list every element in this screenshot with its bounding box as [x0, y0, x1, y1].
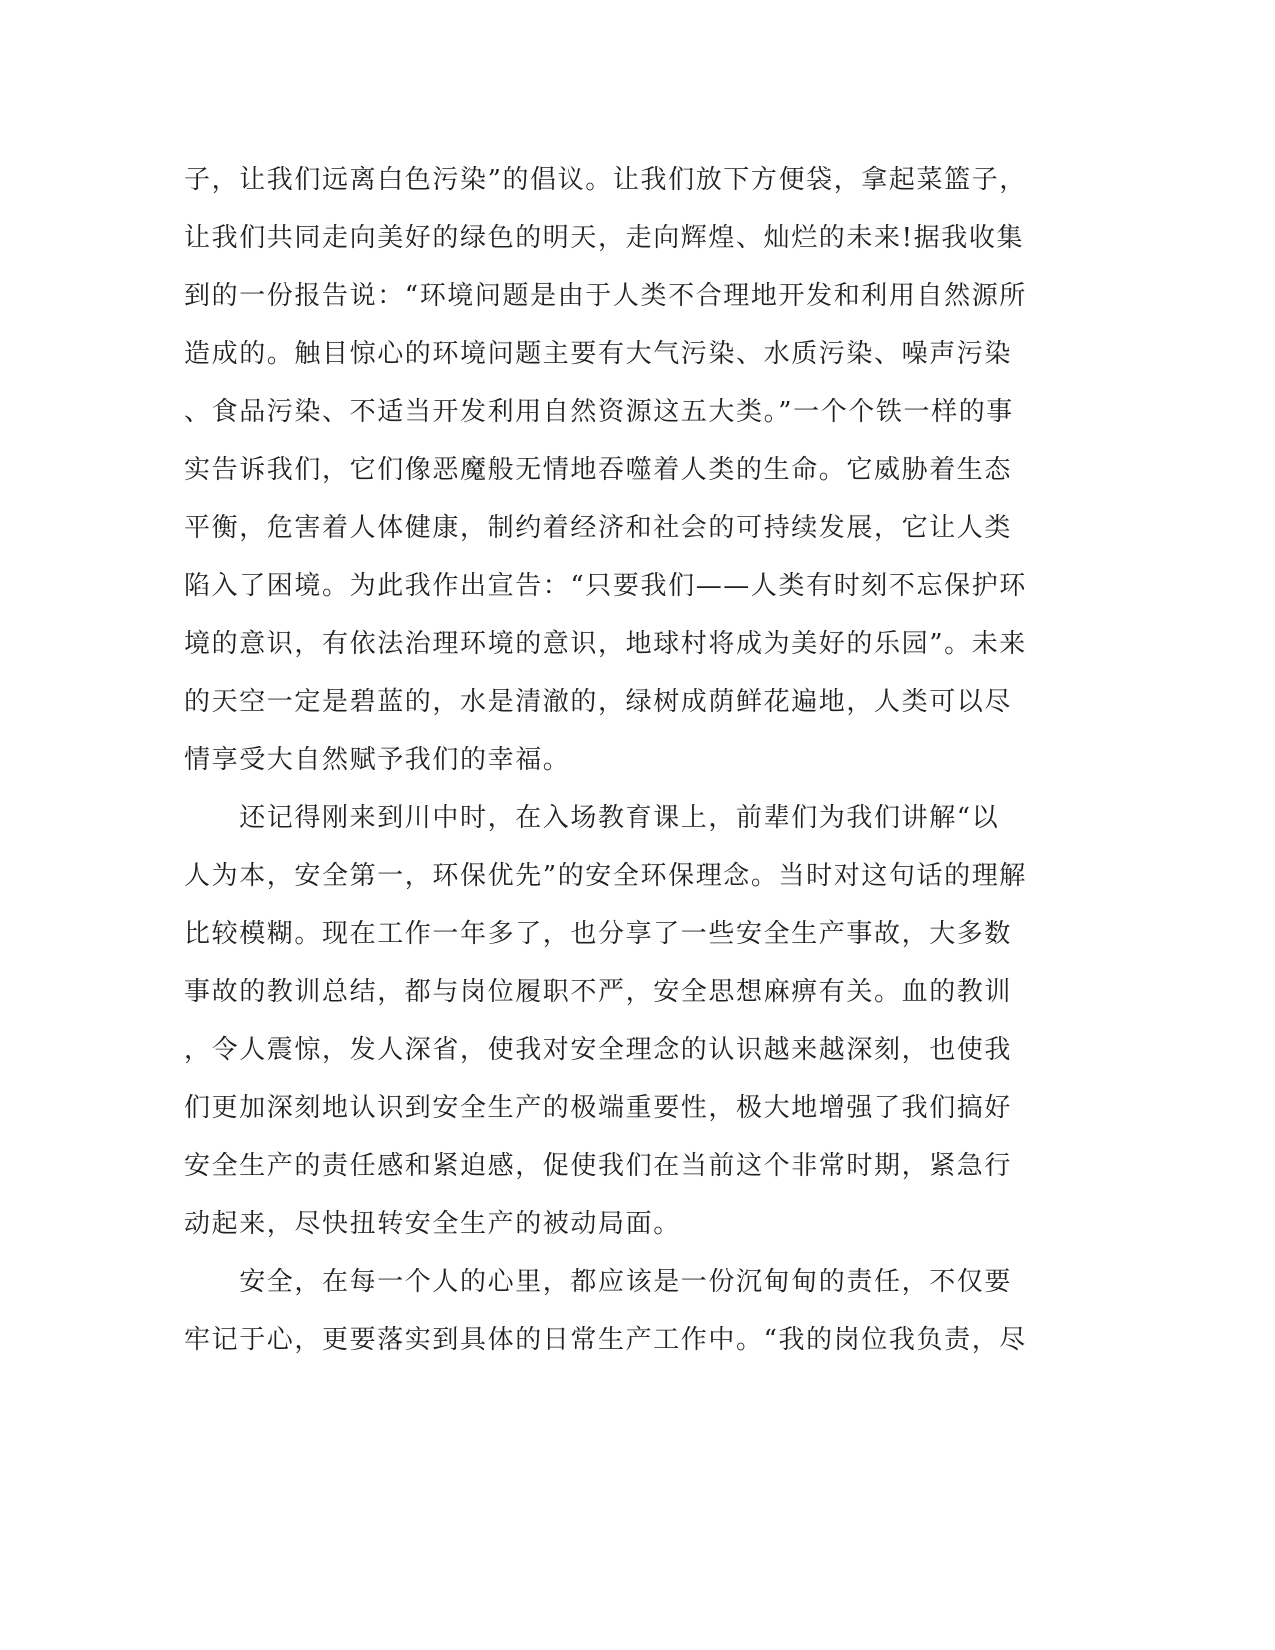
text-line: 动起来，尽快扭转安全生产的被动局面。: [184, 1209, 681, 1239]
text-line: 牢记于心，更要落实到具体的日常生产工作中。“我的岗位我负责，尽: [184, 1325, 1027, 1355]
text-line: 实告诉我们，它们像恶魔般无情地吞噬着人类的生命。它威胁着生态: [184, 455, 1013, 485]
text-line: 安全，在每一个人的心里，都应该是一份沉甸甸的责任，不仅要: [184, 1267, 1013, 1297]
text-line: 情享受大自然赋予我们的幸福。: [184, 745, 571, 775]
text-line: 境的意识，有依法治理环境的意识，地球村将成为美好的乐园”。未来: [184, 629, 1027, 659]
text-line: 还记得刚来到川中时，在入场教育课上，前辈们为我们讲解“以: [184, 803, 1000, 833]
text-line: 让我们共同走向美好的绿色的明天，走向辉煌、灿烂的未来!据我收集: [184, 223, 1025, 253]
text-line: 的天空一定是碧蓝的，水是清澈的，绿树成荫鲜花遍地，人类可以尽: [184, 687, 1013, 717]
text-line: 平衡，危害着人体健康，制约着经济和社会的可持续发展，它让人类: [184, 513, 1013, 543]
text-line: 人为本，安全第一，环保优先”的安全环保理念。当时对这句话的理解: [184, 861, 1027, 891]
text-line: ，令人震惊，发人深省，使我对安全理念的认识越来越深刻，也使我: [184, 1035, 1013, 1065]
text-line: 造成的。触目惊心的环境问题主要有大气污染、水质污染、噪声污染: [184, 339, 1013, 369]
text-line: 子，让我们远离白色污染”的倡议。让我们放下方便袋，拿起菜篮子，: [184, 165, 1027, 195]
text-line: 安全生产的责任感和紧迫感，促使我们在当前这个非常时期，紧急行: [184, 1151, 1013, 1181]
text-line: 比较模糊。现在工作一年多了，也分享了一些安全生产事故，大多数: [184, 919, 1013, 949]
text-line: 陷入了困境。为此我作出宣告：“只要我们——人类有时刻不忘保护环: [184, 571, 1027, 601]
text-line: 事故的教训总结，都与岗位履职不严，安全思想麻痹有关。血的教训: [184, 977, 1013, 1007]
text-line: 到的一份报告说：“环境问题是由于人类不合理地开发和利用自然源所: [184, 281, 1027, 311]
text-line: 们更加深刻地认识到安全生产的极端重要性，极大地增强了我们搞好: [184, 1093, 1013, 1123]
text-line: 、食品污染、不适当开发利用自然资源这五大类。”一个个铁一样的事: [184, 397, 1014, 427]
